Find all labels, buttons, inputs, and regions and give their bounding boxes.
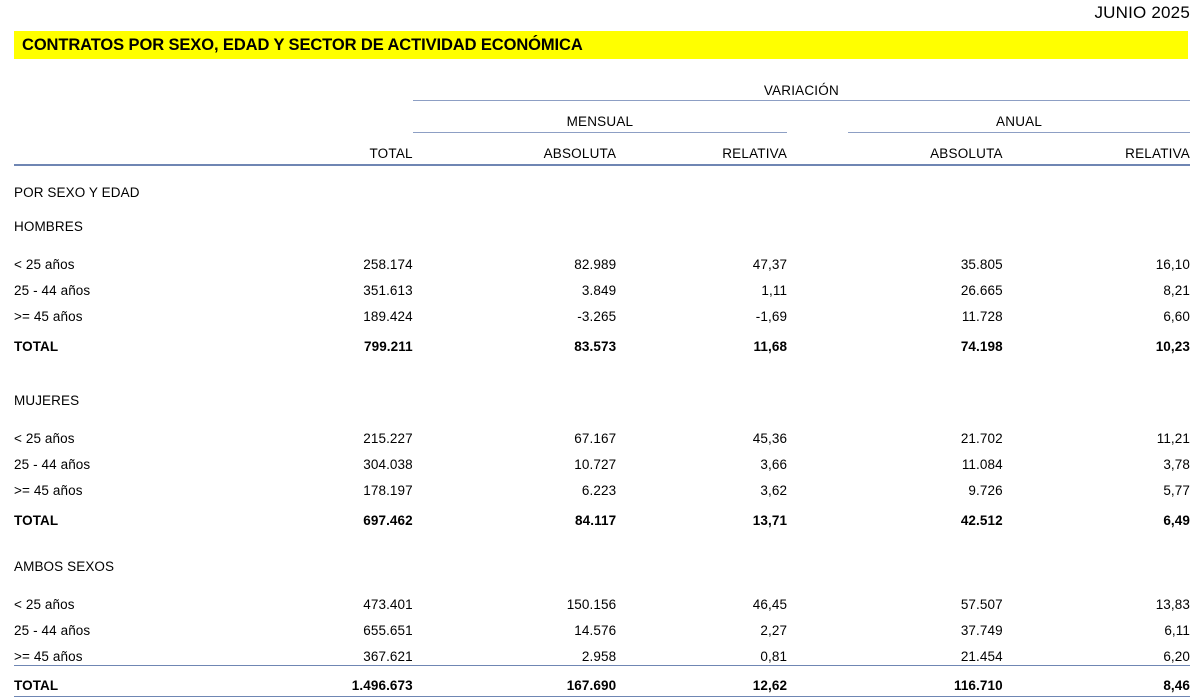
cell-anual-relativa: 6,20: [1163, 649, 1190, 664]
cell-gap: [413, 612, 492, 638]
cell-anual-relativa: 16,10: [1155, 257, 1190, 272]
cell-anual-absoluta: 35.805: [960, 257, 1003, 272]
cell-gap: [787, 298, 848, 324]
cell-anual-relativa: 10,23: [1155, 339, 1190, 354]
cell-mensual-relativa: 46,45: [752, 597, 788, 612]
cell-anual-relativa: 6,60: [1163, 309, 1190, 324]
cell-mensual-absoluta: 2.958: [581, 649, 617, 664]
cell-anual-absoluta: 21.702: [960, 431, 1003, 446]
cell-gap: [413, 446, 492, 472]
cell-gap: [787, 498, 848, 528]
cell-mensual-relativa: 2,27: [760, 623, 788, 638]
header-spacer-total-2: [319, 101, 413, 132]
column-group-variacion: VARIACIÓN: [763, 83, 839, 98]
contracts-table: [14, 72, 1190, 697]
cell-gap: [413, 638, 492, 664]
table-row: [14, 638, 1190, 664]
table-row: [14, 612, 1190, 638]
cell-gap: [787, 612, 848, 638]
cell-anual-relativa: 11,21: [1156, 431, 1190, 446]
table-row-grand-total: [14, 666, 1190, 695]
table-row: [14, 246, 1190, 272]
cell-gap: [413, 472, 492, 498]
cell-anual-relativa: 3,78: [1163, 457, 1190, 472]
cell-anual-absoluta: 57.507: [960, 597, 1003, 612]
cell-anual-absoluta: 37.749: [960, 623, 1003, 638]
cell-anual-relativa: 8,21: [1163, 283, 1190, 298]
section-header-mujeres: [14, 374, 1190, 408]
cell-total: 178.197: [363, 483, 413, 498]
section-label-mujeres: MUJERES: [14, 393, 80, 408]
cell-mensual-absoluta: 83.573: [574, 339, 617, 354]
section-header-por-sexo-y-edad: [14, 166, 1190, 200]
section-label-ambos-sexos: AMBOS SEXOS: [14, 559, 115, 574]
header-row-subcolumns: [14, 133, 1190, 164]
cell-mensual-absoluta: 14.576: [574, 623, 617, 638]
section-label-por-sexo-y-edad: POR SEXO Y EDAD: [14, 185, 140, 200]
column-header-anual-absoluta: ABSOLUTA: [930, 146, 1003, 161]
cell-mensual-absoluta: 3.849: [581, 283, 617, 298]
cell-anual-absoluta: 116.710: [953, 678, 1003, 693]
cell-total: 258.174: [363, 257, 413, 272]
header-gap-2: [787, 101, 848, 132]
cell-gap: [413, 586, 492, 612]
cell-mensual-relativa: 11,68: [753, 339, 788, 354]
row-label: < 25 años: [14, 257, 75, 272]
cell-anual-relativa: 5,77: [1163, 483, 1190, 498]
header-spacer-label-2: [14, 101, 319, 132]
spacer-row-mujeres: [14, 408, 1190, 420]
row-label: >= 45 años: [14, 483, 83, 498]
report-period: JUNIO 2025: [1094, 3, 1190, 22]
cell-gap: [787, 246, 848, 272]
cell-gap: [413, 272, 492, 298]
spacer-row-between-sections: [14, 354, 1190, 374]
row-label: < 25 años: [14, 597, 75, 612]
header-gap-4: [787, 133, 848, 164]
cell-gap: [787, 586, 848, 612]
cell-gap: [787, 420, 848, 446]
header-spacer-label: [14, 72, 319, 100]
cell-gap: [787, 666, 848, 695]
header-gap-3: [413, 133, 492, 164]
cell-total: 697.462: [363, 513, 413, 528]
cell-gap: [413, 498, 492, 528]
cell-anual-relativa: 6,11: [1164, 623, 1190, 638]
row-label: TOTAL: [14, 678, 59, 693]
cell-mensual-absoluta: -3.265: [577, 309, 617, 324]
cell-mensual-absoluta: 82.989: [574, 257, 617, 272]
cell-anual-absoluta: 21.454: [960, 649, 1003, 664]
cell-anual-absoluta: 9.726: [968, 483, 1003, 498]
cell-total: 1.496.673: [351, 678, 413, 693]
cell-total: 189.424: [363, 309, 413, 324]
cell-anual-relativa: 13,83: [1155, 597, 1190, 612]
row-label: 25 - 44 años: [14, 283, 91, 298]
cell-anual-absoluta: 26.665: [960, 283, 1003, 298]
cell-total: 655.651: [363, 623, 413, 638]
column-group-mensual: MENSUAL: [566, 114, 634, 129]
column-group-anual: ANUAL: [996, 114, 1043, 129]
cell-anual-relativa: 8,46: [1163, 678, 1190, 693]
cell-mensual-absoluta: 167.690: [566, 678, 617, 693]
cell-mensual-absoluta: 67.167: [574, 431, 617, 446]
cell-gap: [787, 446, 848, 472]
spacer-row-hombres: [14, 234, 1190, 246]
cell-anual-absoluta: 11.084: [961, 457, 1003, 472]
column-header-total: TOTAL: [369, 146, 413, 161]
cell-gap: [413, 324, 492, 354]
section-label-hombres: HOMBRES: [14, 219, 83, 234]
report-table-container: [14, 72, 1190, 697]
spacer-row-ambos: [14, 574, 1190, 586]
table-row: [14, 472, 1190, 498]
table-row-subtotal-mujeres: [14, 498, 1190, 528]
cell-mensual-absoluta: 6.223: [581, 483, 617, 498]
table-row-subtotal-hombres: [14, 324, 1190, 354]
table-body: [14, 166, 1190, 697]
row-label: >= 45 años: [14, 649, 83, 664]
row-label: >= 45 años: [14, 309, 83, 324]
cell-gap: [787, 638, 848, 664]
cell-mensual-relativa: 47,37: [752, 257, 788, 272]
cell-mensual-relativa: 3,66: [760, 457, 788, 472]
cell-total: 351.613: [363, 283, 413, 298]
cell-mensual-relativa: 12,62: [752, 678, 788, 693]
row-label: < 25 años: [14, 431, 75, 446]
spacer-cell: [14, 354, 1190, 374]
table-row: [14, 446, 1190, 472]
table-row: [14, 420, 1190, 446]
header-spacer-label-3: [14, 133, 319, 164]
cell-total: 367.621: [363, 649, 413, 664]
cell-mensual-absoluta: 150.156: [566, 597, 617, 612]
spacer-cell: [14, 528, 1190, 540]
cell-anual-absoluta: 11.728: [961, 309, 1003, 324]
table-row: [14, 298, 1190, 324]
header-spacer-total: [319, 72, 413, 100]
cell-anual-absoluta: 74.198: [960, 339, 1003, 354]
spacer-row-before-ambos: [14, 528, 1190, 540]
column-header-mensual-relativa: RELATIVA: [722, 146, 788, 161]
cell-mensual-absoluta: 10.727: [574, 457, 617, 472]
cell-gap: [787, 272, 848, 298]
column-header-mensual-absoluta: ABSOLUTA: [543, 146, 617, 161]
row-label: 25 - 44 años: [14, 457, 91, 472]
table-header: [14, 72, 1190, 166]
cell-mensual-absoluta: 84.117: [575, 513, 617, 528]
header-row-groups: [14, 101, 1190, 132]
page-title: CONTRATOS POR SEXO, EDAD Y SECTOR DE ACTIVIDAD ECONÓMICA: [22, 35, 583, 54]
cell-gap: [413, 420, 492, 446]
section-header-ambos-sexos: [14, 540, 1190, 574]
cell-total: 215.227: [363, 431, 413, 446]
cell-total: 473.401: [363, 597, 413, 612]
row-label: TOTAL: [14, 339, 59, 354]
table-row: [14, 272, 1190, 298]
header-row-variacion: [14, 72, 1190, 100]
spacer-cell: [14, 408, 1190, 420]
spacer-cell: [14, 574, 1190, 586]
cell-anual-absoluta: 42.512: [960, 513, 1003, 528]
cell-mensual-relativa: -1,69: [755, 309, 788, 324]
cell-gap: [787, 472, 848, 498]
report-title-banner: [14, 31, 1188, 59]
row-label: 25 - 44 años: [14, 623, 91, 638]
column-header-anual-relativa: RELATIVA: [1125, 146, 1190, 161]
row-label: TOTAL: [14, 513, 59, 528]
cell-mensual-relativa: 13,71: [752, 513, 788, 528]
cell-mensual-relativa: 1,11: [761, 283, 788, 298]
section-header-hombres: [14, 200, 1190, 234]
cell-total: 304.038: [363, 457, 413, 472]
spacer-cell: [14, 234, 1190, 246]
cell-mensual-relativa: 3,62: [760, 483, 788, 498]
cell-gap: [787, 324, 848, 354]
cell-gap: [413, 298, 492, 324]
cell-gap: [413, 666, 492, 695]
cell-mensual-relativa: 45,36: [752, 431, 788, 446]
cell-gap: [413, 246, 492, 272]
table-row: [14, 586, 1190, 612]
cell-total: 799.211: [363, 339, 413, 354]
cell-anual-relativa: 6,49: [1163, 513, 1190, 528]
cell-mensual-relativa: 0,81: [760, 649, 788, 664]
